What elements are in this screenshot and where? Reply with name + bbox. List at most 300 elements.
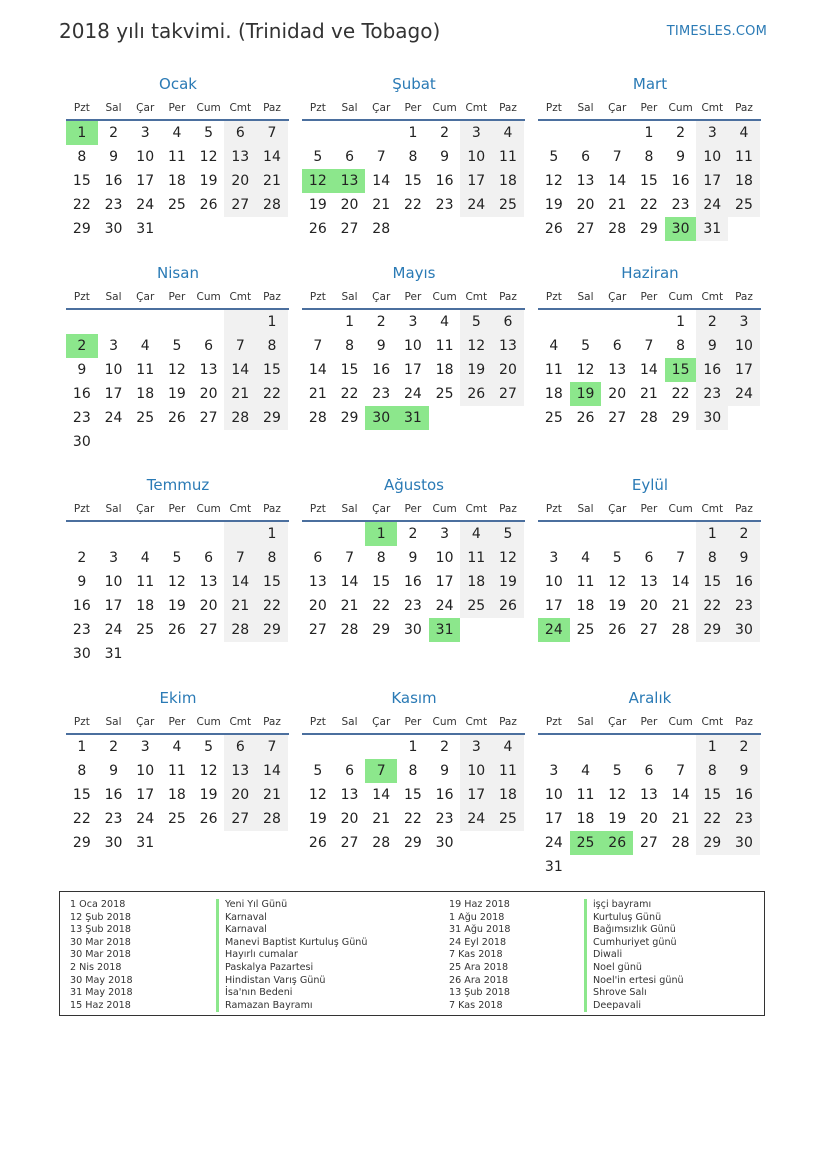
day-cell[interactable]: 11 [435, 338, 454, 354]
day-cell[interactable]: 23 [72, 410, 91, 426]
day-cell[interactable]: 31 [136, 835, 155, 851]
day-cell[interactable]: 27 [639, 835, 658, 851]
day-cell[interactable]: 17 [403, 362, 422, 378]
day-cell[interactable]: 4 [460, 522, 492, 546]
day-cell[interactable]: 14 [224, 570, 256, 594]
day-cell[interactable]: 27 [576, 221, 595, 237]
day-cell[interactable]: 25 [460, 594, 492, 618]
day-cell[interactable]: 21 [224, 594, 256, 618]
holiday-day[interactable]: 12 [302, 169, 334, 193]
day-cell[interactable]: 7 [256, 121, 288, 145]
day-cell[interactable]: 17 [104, 386, 123, 402]
day-cell[interactable]: 24 [435, 598, 454, 614]
day-cell[interactable]: 19 [167, 386, 186, 402]
day-cell[interactable]: 24 [460, 193, 492, 217]
day-cell[interactable]: 27 [340, 221, 359, 237]
day-cell[interactable]: 4 [581, 550, 590, 566]
day-cell[interactable]: 19 [308, 811, 327, 827]
day-cell[interactable]: 21 [639, 386, 658, 402]
day-cell[interactable]: 25 [167, 197, 186, 213]
day-cell[interactable]: 16 [435, 173, 454, 189]
day-cell[interactable]: 14 [372, 173, 391, 189]
day-cell[interactable]: 10 [136, 149, 155, 165]
day-cell[interactable]: 23 [403, 598, 422, 614]
day-cell[interactable]: 29 [403, 835, 422, 851]
day-cell[interactable]: 20 [576, 197, 595, 213]
day-cell[interactable]: 28 [671, 835, 690, 851]
day-cell[interactable]: 9 [728, 759, 760, 783]
day-cell[interactable]: 18 [167, 173, 186, 189]
day-cell[interactable]: 14 [372, 787, 391, 803]
day-cell[interactable]: 15 [256, 570, 288, 594]
day-cell[interactable]: 28 [639, 410, 658, 426]
day-cell[interactable]: 13 [224, 145, 256, 169]
day-cell[interactable]: 27 [492, 382, 524, 406]
day-cell[interactable]: 9 [77, 362, 87, 378]
day-cell[interactable]: 11 [136, 574, 155, 590]
day-cell[interactable]: 3 [728, 310, 760, 334]
day-cell[interactable]: 17 [728, 358, 760, 382]
day-cell[interactable]: 21 [372, 811, 391, 827]
day-cell[interactable]: 23 [728, 807, 760, 831]
day-cell[interactable]: 16 [104, 173, 123, 189]
day-cell[interactable]: 21 [608, 197, 627, 213]
day-cell[interactable]: 6 [345, 763, 354, 779]
day-cell[interactable]: 28 [256, 193, 288, 217]
day-cell[interactable]: 13 [199, 574, 218, 590]
day-cell[interactable]: 11 [492, 759, 524, 783]
day-cell[interactable]: 28 [372, 835, 391, 851]
day-cell[interactable]: 17 [460, 783, 492, 807]
day-cell[interactable]: 25 [136, 622, 155, 638]
day-cell[interactable]: 25 [492, 193, 524, 217]
day-cell[interactable]: 1 [408, 125, 418, 141]
day-cell[interactable]: 14 [308, 362, 327, 378]
day-cell[interactable]: 2 [728, 735, 760, 759]
day-cell[interactable]: 30 [104, 221, 123, 237]
day-cell[interactable]: 18 [728, 169, 760, 193]
day-cell[interactable]: 16 [728, 570, 760, 594]
day-cell[interactable]: 10 [435, 550, 454, 566]
day-cell[interactable]: 22 [696, 594, 728, 618]
day-cell[interactable]: 2 [408, 526, 418, 542]
day-cell[interactable]: 4 [549, 338, 559, 354]
day-cell[interactable]: 6 [313, 550, 323, 566]
day-cell[interactable]: 14 [671, 574, 690, 590]
day-cell[interactable]: 29 [696, 618, 728, 642]
day-cell[interactable]: 27 [224, 807, 256, 831]
day-cell[interactable]: 22 [72, 811, 91, 827]
day-cell[interactable]: 9 [696, 334, 728, 358]
day-cell[interactable]: 8 [696, 759, 728, 783]
day-cell[interactable]: 7 [676, 550, 686, 566]
day-cell[interactable]: 1 [696, 735, 728, 759]
day-cell[interactable]: 10 [460, 145, 492, 169]
day-cell[interactable]: 6 [224, 121, 256, 145]
day-cell[interactable]: 11 [460, 546, 492, 570]
day-cell[interactable]: 13 [639, 574, 658, 590]
day-cell[interactable]: 30 [403, 622, 422, 638]
day-cell[interactable]: 7 [376, 149, 386, 165]
day-cell[interactable]: 19 [608, 598, 627, 614]
day-cell[interactable]: 15 [372, 574, 391, 590]
day-cell[interactable]: 8 [77, 763, 87, 779]
holiday-day[interactable]: 31 [397, 406, 429, 430]
day-cell[interactable]: 17 [435, 574, 454, 590]
day-cell[interactable]: 20 [608, 386, 627, 402]
day-cell[interactable]: 8 [77, 149, 87, 165]
day-cell[interactable]: 22 [403, 197, 422, 213]
day-cell[interactable]: 14 [639, 362, 658, 378]
day-cell[interactable]: 5 [204, 125, 214, 141]
day-cell[interactable]: 5 [313, 763, 323, 779]
day-cell[interactable]: 16 [728, 783, 760, 807]
day-cell[interactable]: 15 [639, 173, 658, 189]
day-cell[interactable]: 20 [340, 811, 359, 827]
day-cell[interactable]: 6 [204, 550, 214, 566]
day-cell[interactable]: 27 [608, 410, 627, 426]
holiday-day[interactable]: 24 [538, 618, 570, 642]
holiday-day[interactable]: 25 [570, 831, 602, 855]
day-cell[interactable]: 21 [671, 811, 690, 827]
day-cell[interactable]: 12 [199, 149, 218, 165]
day-cell[interactable]: 26 [308, 835, 327, 851]
day-cell[interactable]: 2 [728, 522, 760, 546]
day-cell[interactable]: 1 [408, 739, 418, 755]
day-cell[interactable]: 16 [104, 787, 123, 803]
day-cell[interactable]: 10 [544, 574, 563, 590]
day-cell[interactable]: 22 [256, 382, 288, 406]
day-cell[interactable]: 5 [549, 149, 559, 165]
day-cell[interactable]: 28 [308, 410, 327, 426]
day-cell[interactable]: 24 [728, 382, 760, 406]
day-cell[interactable]: 30 [72, 646, 91, 662]
day-cell[interactable]: 24 [403, 386, 422, 402]
day-cell[interactable]: 5 [612, 550, 622, 566]
day-cell[interactable]: 12 [199, 763, 218, 779]
day-cell[interactable]: 5 [492, 522, 524, 546]
day-cell[interactable]: 12 [167, 362, 186, 378]
day-cell[interactable]: 23 [372, 386, 391, 402]
site-link[interactable]: TIMESLES.COM [666, 24, 767, 39]
day-cell[interactable]: 25 [136, 410, 155, 426]
day-cell[interactable]: 16 [72, 386, 91, 402]
day-cell[interactable]: 29 [340, 410, 359, 426]
day-cell[interactable]: 30 [728, 831, 760, 855]
day-cell[interactable]: 8 [345, 338, 354, 354]
day-cell[interactable]: 5 [581, 338, 590, 354]
day-cell[interactable]: 20 [639, 811, 658, 827]
day-cell[interactable]: 13 [608, 362, 627, 378]
day-cell[interactable]: 7 [644, 338, 654, 354]
day-cell[interactable]: 23 [671, 197, 690, 213]
day-cell[interactable]: 27 [340, 835, 359, 851]
day-cell[interactable]: 13 [576, 173, 595, 189]
holiday-day[interactable]: 1 [365, 522, 397, 546]
day-cell[interactable]: 7 [313, 338, 323, 354]
day-cell[interactable]: 4 [140, 338, 150, 354]
day-cell[interactable]: 18 [136, 386, 155, 402]
day-cell[interactable]: 7 [256, 735, 288, 759]
day-cell[interactable]: 26 [199, 811, 218, 827]
day-cell[interactable]: 8 [376, 550, 386, 566]
day-cell[interactable]: 14 [256, 759, 288, 783]
day-cell[interactable]: 2 [676, 125, 686, 141]
day-cell[interactable]: 26 [460, 382, 492, 406]
day-cell[interactable]: 7 [224, 334, 256, 358]
day-cell[interactable]: 24 [104, 622, 123, 638]
day-cell[interactable]: 23 [728, 594, 760, 618]
day-cell[interactable]: 14 [340, 574, 359, 590]
day-cell[interactable]: 26 [492, 594, 524, 618]
day-cell[interactable]: 15 [72, 173, 91, 189]
day-cell[interactable]: 23 [696, 382, 728, 406]
day-cell[interactable]: 18 [136, 598, 155, 614]
day-cell[interactable]: 28 [340, 622, 359, 638]
day-cell[interactable]: 9 [77, 574, 87, 590]
day-cell[interactable]: 16 [696, 358, 728, 382]
day-cell[interactable]: 12 [460, 334, 492, 358]
day-cell[interactable]: 10 [403, 338, 422, 354]
day-cell[interactable]: 28 [256, 807, 288, 831]
day-cell[interactable]: 17 [544, 811, 563, 827]
day-cell[interactable]: 30 [72, 434, 91, 450]
day-cell[interactable]: 28 [608, 221, 627, 237]
day-cell[interactable]: 22 [340, 386, 359, 402]
day-cell[interactable]: 19 [308, 197, 327, 213]
day-cell[interactable]: 4 [492, 735, 524, 759]
day-cell[interactable]: 14 [608, 173, 627, 189]
day-cell[interactable]: 6 [612, 338, 622, 354]
day-cell[interactable]: 25 [728, 193, 760, 217]
day-cell[interactable]: 12 [608, 787, 627, 803]
day-cell[interactable]: 9 [109, 149, 118, 165]
day-cell[interactable]: 26 [167, 622, 186, 638]
day-cell[interactable]: 19 [460, 358, 492, 382]
day-cell[interactable]: 3 [140, 739, 150, 755]
day-cell[interactable]: 9 [676, 149, 686, 165]
day-cell[interactable]: 17 [460, 169, 492, 193]
day-cell[interactable]: 4 [728, 121, 760, 145]
day-cell[interactable]: 12 [308, 787, 327, 803]
day-cell[interactable]: 13 [199, 362, 218, 378]
day-cell[interactable]: 19 [199, 787, 218, 803]
day-cell[interactable]: 2 [77, 550, 87, 566]
day-cell[interactable]: 19 [199, 173, 218, 189]
day-cell[interactable]: 27 [199, 410, 218, 426]
day-cell[interactable]: 4 [492, 121, 524, 145]
day-cell[interactable]: 28 [372, 221, 391, 237]
day-cell[interactable]: 10 [104, 574, 123, 590]
day-cell[interactable]: 3 [696, 121, 728, 145]
day-cell[interactable]: 6 [224, 735, 256, 759]
day-cell[interactable]: 22 [372, 598, 391, 614]
day-cell[interactable]: 15 [696, 570, 728, 594]
day-cell[interactable]: 9 [440, 763, 450, 779]
day-cell[interactable]: 29 [72, 835, 91, 851]
day-cell[interactable]: 11 [136, 362, 155, 378]
day-cell[interactable]: 22 [671, 386, 690, 402]
day-cell[interactable]: 15 [72, 787, 91, 803]
day-cell[interactable]: 2 [696, 310, 728, 334]
day-cell[interactable]: 31 [104, 646, 123, 662]
day-cell[interactable]: 3 [140, 125, 150, 141]
day-cell[interactable]: 20 [224, 783, 256, 807]
day-cell[interactable]: 31 [544, 859, 563, 875]
holiday-day[interactable]: 30 [665, 217, 697, 241]
day-cell[interactable]: 8 [408, 763, 418, 779]
day-cell[interactable]: 26 [608, 622, 627, 638]
holiday-day[interactable]: 30 [365, 406, 397, 430]
day-cell[interactable]: 3 [408, 314, 418, 330]
day-cell[interactable]: 22 [72, 197, 91, 213]
day-cell[interactable]: 18 [435, 362, 454, 378]
day-cell[interactable]: 17 [104, 598, 123, 614]
day-cell[interactable]: 28 [671, 622, 690, 638]
day-cell[interactable]: 21 [372, 197, 391, 213]
day-cell[interactable]: 6 [204, 338, 214, 354]
day-cell[interactable]: 10 [696, 145, 728, 169]
day-cell[interactable]: 9 [408, 550, 418, 566]
day-cell[interactable]: 13 [492, 334, 524, 358]
day-cell[interactable]: 19 [167, 598, 186, 614]
day-cell[interactable]: 20 [199, 598, 218, 614]
day-cell[interactable]: 29 [671, 410, 690, 426]
day-cell[interactable]: 11 [576, 574, 595, 590]
day-cell[interactable]: 3 [460, 121, 492, 145]
holiday-day[interactable]: 1 [66, 121, 98, 145]
day-cell[interactable]: 1 [256, 310, 288, 334]
day-cell[interactable]: 29 [372, 622, 391, 638]
day-cell[interactable]: 26 [544, 221, 563, 237]
day-cell[interactable]: 5 [460, 310, 492, 334]
day-cell[interactable]: 17 [136, 787, 155, 803]
day-cell[interactable]: 4 [140, 550, 150, 566]
day-cell[interactable]: 7 [224, 546, 256, 570]
day-cell[interactable]: 12 [492, 546, 524, 570]
day-cell[interactable]: 8 [408, 149, 418, 165]
day-cell[interactable]: 6 [345, 149, 354, 165]
day-cell[interactable]: 22 [639, 197, 658, 213]
day-cell[interactable]: 14 [256, 145, 288, 169]
day-cell[interactable]: 12 [167, 574, 186, 590]
day-cell[interactable]: 3 [109, 338, 118, 354]
day-cell[interactable]: 17 [696, 169, 728, 193]
day-cell[interactable]: 27 [308, 622, 327, 638]
day-cell[interactable]: 15 [403, 787, 422, 803]
day-cell[interactable]: 3 [549, 550, 559, 566]
day-cell[interactable]: 25 [544, 410, 563, 426]
day-cell[interactable]: 29 [639, 221, 658, 237]
day-cell[interactable]: 8 [256, 546, 288, 570]
day-cell[interactable]: 7 [612, 149, 622, 165]
day-cell[interactable]: 15 [256, 358, 288, 382]
day-cell[interactable]: 29 [696, 831, 728, 855]
day-cell[interactable]: 9 [440, 149, 450, 165]
day-cell[interactable]: 14 [671, 787, 690, 803]
day-cell[interactable]: 3 [109, 550, 118, 566]
day-cell[interactable]: 23 [435, 197, 454, 213]
day-cell[interactable]: 18 [167, 787, 186, 803]
day-cell[interactable]: 8 [256, 334, 288, 358]
day-cell[interactable]: 2 [440, 739, 450, 755]
day-cell[interactable]: 23 [72, 622, 91, 638]
day-cell[interactable]: 11 [167, 149, 186, 165]
day-cell[interactable]: 31 [136, 221, 155, 237]
day-cell[interactable]: 11 [167, 763, 186, 779]
day-cell[interactable]: 16 [671, 173, 690, 189]
holiday-day[interactable]: 19 [570, 382, 602, 406]
day-cell[interactable]: 21 [308, 386, 327, 402]
day-cell[interactable]: 5 [172, 338, 182, 354]
day-cell[interactable]: 26 [576, 410, 595, 426]
day-cell[interactable]: 24 [696, 193, 728, 217]
day-cell[interactable]: 22 [256, 594, 288, 618]
day-cell[interactable]: 24 [104, 410, 123, 426]
day-cell[interactable]: 24 [460, 807, 492, 831]
day-cell[interactable]: 25 [492, 807, 524, 831]
day-cell[interactable]: 30 [696, 406, 728, 430]
day-cell[interactable]: 13 [224, 759, 256, 783]
day-cell[interactable]: 23 [435, 811, 454, 827]
day-cell[interactable]: 21 [671, 598, 690, 614]
day-cell[interactable]: 5 [313, 149, 323, 165]
day-cell[interactable]: 15 [403, 173, 422, 189]
day-cell[interactable]: 5 [172, 550, 182, 566]
day-cell[interactable]: 25 [435, 386, 454, 402]
day-cell[interactable]: 7 [345, 550, 354, 566]
day-cell[interactable]: 29 [256, 406, 288, 430]
day-cell[interactable]: 10 [460, 759, 492, 783]
day-cell[interactable]: 2 [440, 125, 450, 141]
day-cell[interactable]: 1 [256, 522, 288, 546]
day-cell[interactable]: 2 [109, 739, 118, 755]
day-cell[interactable]: 6 [581, 149, 590, 165]
day-cell[interactable]: 30 [435, 835, 454, 851]
day-cell[interactable]: 24 [136, 197, 155, 213]
day-cell[interactable]: 19 [608, 811, 627, 827]
day-cell[interactable]: 1 [676, 314, 686, 330]
day-cell[interactable]: 24 [136, 811, 155, 827]
day-cell[interactable]: 4 [440, 314, 450, 330]
day-cell[interactable]: 8 [696, 546, 728, 570]
day-cell[interactable]: 19 [492, 570, 524, 594]
holiday-day[interactable]: 2 [66, 334, 98, 358]
day-cell[interactable]: 30 [104, 835, 123, 851]
day-cell[interactable]: 30 [728, 618, 760, 642]
day-cell[interactable]: 28 [224, 406, 256, 430]
day-cell[interactable]: 4 [581, 763, 590, 779]
day-cell[interactable]: 18 [576, 811, 595, 827]
day-cell[interactable]: 28 [224, 618, 256, 642]
day-cell[interactable]: 18 [460, 570, 492, 594]
day-cell[interactable]: 21 [256, 783, 288, 807]
day-cell[interactable]: 13 [340, 787, 359, 803]
day-cell[interactable]: 6 [492, 310, 524, 334]
day-cell[interactable]: 18 [492, 169, 524, 193]
day-cell[interactable]: 5 [612, 763, 622, 779]
day-cell[interactable]: 12 [576, 362, 595, 378]
day-cell[interactable]: 17 [136, 173, 155, 189]
day-cell[interactable]: 11 [492, 145, 524, 169]
day-cell[interactable]: 1 [696, 522, 728, 546]
day-cell[interactable]: 25 [167, 811, 186, 827]
day-cell[interactable]: 27 [199, 622, 218, 638]
day-cell[interactable]: 29 [256, 618, 288, 642]
day-cell[interactable]: 12 [544, 173, 563, 189]
holiday-day[interactable]: 7 [365, 759, 397, 783]
day-cell[interactable]: 6 [644, 550, 654, 566]
